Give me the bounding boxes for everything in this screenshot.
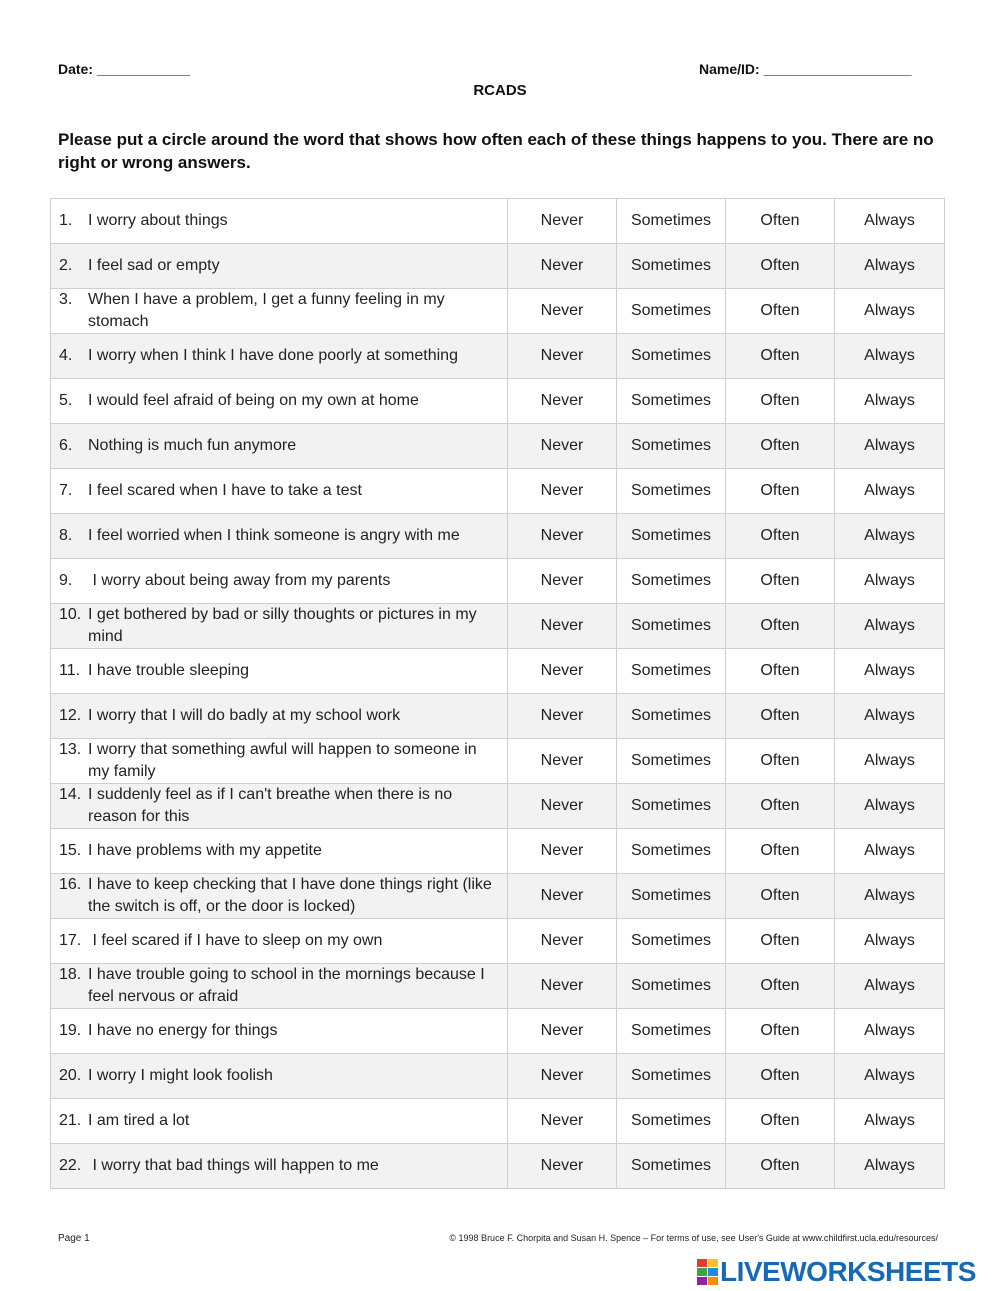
- answer-option-never[interactable]: Never: [508, 559, 617, 604]
- question-cell: [51, 604, 508, 649]
- answer-option-often[interactable]: Often: [726, 289, 835, 334]
- question-cell: [51, 424, 508, 469]
- answer-option-always[interactable]: Always: [835, 334, 945, 379]
- question-text: I worry about being away from my parents: [88, 572, 391, 589]
- answer-option-sometimes[interactable]: Sometimes: [617, 199, 726, 244]
- answer-option-sometimes[interactable]: Sometimes: [617, 694, 726, 739]
- answer-option-often[interactable]: Often: [726, 829, 835, 874]
- question-cell: [51, 694, 508, 739]
- answer-option-never[interactable]: Never: [508, 199, 617, 244]
- table-row: [51, 649, 945, 694]
- answer-option-always[interactable]: Always: [835, 514, 945, 559]
- answer-option-sometimes[interactable]: Sometimes: [617, 334, 726, 379]
- answer-option-always[interactable]: Always: [835, 694, 945, 739]
- question-text: I feel scared if I have to sleep on my own: [88, 932, 383, 949]
- question-text: Nothing is much fun anymore: [88, 437, 297, 454]
- answer-option-always[interactable]: Always: [835, 964, 945, 1009]
- question-text: I worry that something awful will happen to someone in my family: [88, 741, 482, 780]
- answer-option-sometimes[interactable]: Sometimes: [617, 649, 726, 694]
- question-text: I have no energy for things: [88, 1022, 278, 1039]
- answer-option-never[interactable]: Never: [508, 739, 617, 784]
- answer-option-sometimes[interactable]: Sometimes: [617, 829, 726, 874]
- answer-option-sometimes[interactable]: Sometimes: [617, 424, 726, 469]
- question-number: 14.: [59, 786, 82, 803]
- answer-option-never[interactable]: Never: [508, 289, 617, 334]
- answer-option-never[interactable]: Never: [508, 514, 617, 559]
- table-row: [51, 919, 945, 964]
- answer-option-sometimes[interactable]: Sometimes: [617, 874, 726, 919]
- answer-option-often[interactable]: Often: [726, 469, 835, 514]
- page-title: RCADS: [473, 82, 527, 99]
- answer-option-always[interactable]: Always: [835, 649, 945, 694]
- table-row: [51, 379, 945, 424]
- answer-option-always[interactable]: Always: [835, 1054, 945, 1099]
- answer-option-always[interactable]: Always: [835, 199, 945, 244]
- question-number: 8.: [59, 527, 73, 544]
- question-text: I have to keep checking that I have done things right (like the switch is off, or the door is locked): [88, 876, 497, 915]
- answer-option-often[interactable]: Often: [726, 919, 835, 964]
- answer-option-never[interactable]: Never: [508, 1009, 617, 1054]
- answer-option-never[interactable]: Never: [508, 649, 617, 694]
- answer-option-sometimes[interactable]: Sometimes: [617, 784, 726, 829]
- questionnaire-table: [50, 198, 945, 1189]
- answer-option-always[interactable]: Always: [835, 244, 945, 289]
- question-cell: [51, 1099, 508, 1144]
- logo-square: [697, 1277, 707, 1285]
- table-row: [51, 514, 945, 559]
- logo-square: [708, 1277, 718, 1285]
- question-text: I worry I might look foolish: [88, 1067, 273, 1084]
- question-number: 17.: [59, 932, 82, 949]
- answer-option-often[interactable]: Often: [726, 604, 835, 649]
- answer-option-never[interactable]: Never: [508, 784, 617, 829]
- table-row: [51, 604, 945, 649]
- question-number: 2.: [59, 257, 73, 274]
- logo-square: [708, 1259, 718, 1267]
- question-text: I feel scared when I have to take a test: [88, 482, 362, 499]
- answer-option-sometimes[interactable]: Sometimes: [617, 469, 726, 514]
- answer-option-often[interactable]: Often: [726, 964, 835, 1009]
- question-text: I worry that I will do badly at my school work: [88, 707, 401, 724]
- question-cell: [51, 289, 508, 334]
- answer-option-sometimes[interactable]: Sometimes: [617, 379, 726, 424]
- question-cell: [51, 784, 508, 829]
- question-number: 20.: [59, 1067, 82, 1084]
- date-field-label: Date: ____________: [58, 61, 191, 77]
- answer-option-never[interactable]: Never: [508, 829, 617, 874]
- answer-option-sometimes[interactable]: Sometimes: [617, 919, 726, 964]
- question-cell: [51, 874, 508, 919]
- answer-option-always[interactable]: Always: [835, 469, 945, 514]
- question-number: 5.: [59, 392, 73, 409]
- answer-option-never[interactable]: Never: [508, 919, 617, 964]
- answer-option-sometimes[interactable]: Sometimes: [617, 289, 726, 334]
- answer-option-never[interactable]: Never: [508, 334, 617, 379]
- answer-option-often[interactable]: Often: [726, 244, 835, 289]
- question-number: 1.: [59, 212, 73, 229]
- answer-option-sometimes[interactable]: Sometimes: [617, 559, 726, 604]
- question-number: 18.: [59, 966, 82, 983]
- question-cell: [51, 199, 508, 244]
- answer-option-never[interactable]: Never: [508, 1054, 617, 1099]
- answer-option-always[interactable]: Always: [835, 289, 945, 334]
- answer-option-never[interactable]: Never: [508, 604, 617, 649]
- question-cell: [51, 379, 508, 424]
- liveworksheets-logo: [697, 1256, 976, 1288]
- logo-text: LIVEWORKSHEETS: [720, 1256, 976, 1287]
- question-cell: [51, 739, 508, 784]
- answer-option-always[interactable]: Always: [835, 1099, 945, 1144]
- logo-square: [697, 1268, 707, 1276]
- answer-option-often[interactable]: Often: [726, 199, 835, 244]
- question-number: 11.: [59, 662, 81, 679]
- answer-option-sometimes[interactable]: Sometimes: [617, 514, 726, 559]
- question-number: 3.: [59, 291, 73, 308]
- answer-option-often[interactable]: Often: [726, 379, 835, 424]
- question-number: 4.: [59, 347, 73, 364]
- table-row: [51, 694, 945, 739]
- logo-square: [697, 1259, 707, 1267]
- answer-option-always[interactable]: Always: [835, 1144, 945, 1189]
- table-row: [51, 1009, 945, 1054]
- question-cell: [51, 964, 508, 1009]
- answer-option-never[interactable]: Never: [508, 379, 617, 424]
- question-text: When I have a problem, I get a funny feeling in my stomach: [88, 291, 450, 330]
- table-row: [51, 334, 945, 379]
- question-number: 15.: [59, 842, 82, 859]
- question-cell: [51, 244, 508, 289]
- question-cell: [51, 1144, 508, 1189]
- answer-option-often[interactable]: Often: [726, 649, 835, 694]
- question-text: I have problems with my appetite: [88, 842, 322, 859]
- answer-option-often[interactable]: Often: [726, 694, 835, 739]
- question-text: I suddenly feel as if I can't breathe when there is no reason for this: [88, 786, 457, 825]
- answer-option-never[interactable]: Never: [508, 1144, 617, 1189]
- question-text: I worry about things: [88, 212, 228, 229]
- question-cell: [51, 919, 508, 964]
- answer-option-always[interactable]: Always: [835, 784, 945, 829]
- question-cell: [51, 514, 508, 559]
- question-cell: [51, 829, 508, 874]
- question-number: 21.: [59, 1112, 82, 1129]
- answer-option-often[interactable]: Often: [726, 334, 835, 379]
- logo-squares-icon: [697, 1259, 718, 1285]
- question-text: I worry that bad things will happen to me: [88, 1157, 379, 1174]
- page-number: Page 1: [58, 1233, 90, 1244]
- question-text: I feel worried when I think someone is angry with me: [88, 527, 460, 544]
- table-row: [51, 244, 945, 289]
- answer-option-often[interactable]: Often: [726, 1009, 835, 1054]
- answer-option-always[interactable]: Always: [835, 874, 945, 919]
- table-row: [51, 784, 945, 829]
- answer-option-often[interactable]: Often: [726, 559, 835, 604]
- question-text: I would feel afraid of being on my own at home: [88, 392, 419, 409]
- answer-option-never[interactable]: Never: [508, 424, 617, 469]
- answer-option-sometimes[interactable]: Sometimes: [617, 964, 726, 1009]
- table-row: [51, 559, 945, 604]
- answer-option-often[interactable]: Often: [726, 874, 835, 919]
- question-cell: [51, 1054, 508, 1099]
- question-text: I feel sad or empty: [88, 257, 220, 274]
- question-number: 7.: [59, 482, 73, 499]
- answer-option-sometimes[interactable]: Sometimes: [617, 604, 726, 649]
- table-row: [51, 739, 945, 784]
- answer-option-sometimes[interactable]: Sometimes: [617, 1054, 726, 1099]
- answer-option-often[interactable]: Often: [726, 1054, 835, 1099]
- table-row: [51, 199, 945, 244]
- name-id-field-label: Name/ID: ___________________: [699, 61, 912, 77]
- answer-option-never[interactable]: Never: [508, 1099, 617, 1144]
- answer-option-sometimes[interactable]: Sometimes: [617, 1009, 726, 1054]
- answer-option-sometimes[interactable]: Sometimes: [617, 1144, 726, 1189]
- answer-option-always[interactable]: Always: [835, 919, 945, 964]
- question-number: 19.: [59, 1022, 82, 1039]
- question-number: 12.: [59, 707, 82, 724]
- question-cell: [51, 649, 508, 694]
- answer-option-never[interactable]: Never: [508, 874, 617, 919]
- answer-option-often[interactable]: Often: [726, 424, 835, 469]
- answer-option-never[interactable]: Never: [508, 469, 617, 514]
- answer-option-often[interactable]: Often: [726, 1144, 835, 1189]
- answer-option-always[interactable]: Always: [835, 739, 945, 784]
- answer-option-always[interactable]: Always: [835, 1009, 945, 1054]
- answer-option-sometimes[interactable]: Sometimes: [617, 1099, 726, 1144]
- table-row: [51, 1099, 945, 1144]
- table-row: [51, 469, 945, 514]
- answer-option-often[interactable]: Often: [726, 784, 835, 829]
- answer-option-never[interactable]: Never: [508, 244, 617, 289]
- table-row: [51, 424, 945, 469]
- answer-option-always[interactable]: Always: [835, 424, 945, 469]
- table-row: [51, 1144, 945, 1189]
- answer-option-always[interactable]: Always: [835, 829, 945, 874]
- answer-option-always[interactable]: Always: [835, 379, 945, 424]
- answer-option-always[interactable]: Always: [835, 604, 945, 649]
- question-number: 13.: [59, 741, 82, 758]
- instructions-text: Please put a circle around the word that shows how often each of these things happens to you. There are no right or wrong answers.: [58, 130, 934, 172]
- question-cell: [51, 334, 508, 379]
- question-number: 9.: [59, 572, 73, 589]
- answer-option-sometimes[interactable]: Sometimes: [617, 739, 726, 784]
- table-row: [51, 874, 945, 919]
- question-cell: [51, 469, 508, 514]
- answer-option-always[interactable]: Always: [835, 559, 945, 604]
- logo-square: [708, 1268, 718, 1276]
- question-number: 10.: [59, 606, 82, 623]
- table-row: [51, 289, 945, 334]
- table-row: [51, 829, 945, 874]
- question-text: I have trouble sleeping: [88, 662, 249, 679]
- answer-option-often[interactable]: Often: [726, 739, 835, 784]
- table-row: [51, 964, 945, 1009]
- answer-option-sometimes[interactable]: Sometimes: [617, 244, 726, 289]
- answer-option-often[interactable]: Often: [726, 1099, 835, 1144]
- copyright-notice: © 1998 Bruce F. Chorpita and Susan H. Spence – For terms of use, see User's Guide at www.childfirst.ucla.edu/resources/: [449, 1233, 938, 1243]
- answer-option-often[interactable]: Often: [726, 514, 835, 559]
- question-text: I have trouble going to school in the mornings because I feel nervous or afraid: [88, 966, 490, 1005]
- question-text: I am tired a lot: [88, 1112, 190, 1129]
- table-row: [51, 1054, 945, 1099]
- answer-option-never[interactable]: Never: [508, 694, 617, 739]
- question-cell: [51, 559, 508, 604]
- question-text: I get bothered by bad or silly thoughts or pictures in my mind: [88, 606, 482, 645]
- question-number: 22.: [59, 1157, 82, 1174]
- question-cell: [51, 1009, 508, 1054]
- question-number: 16.: [59, 876, 82, 893]
- question-text: I worry when I think I have done poorly at something: [88, 347, 458, 364]
- question-number: 6.: [59, 437, 73, 454]
- answer-option-never[interactable]: Never: [508, 964, 617, 1009]
